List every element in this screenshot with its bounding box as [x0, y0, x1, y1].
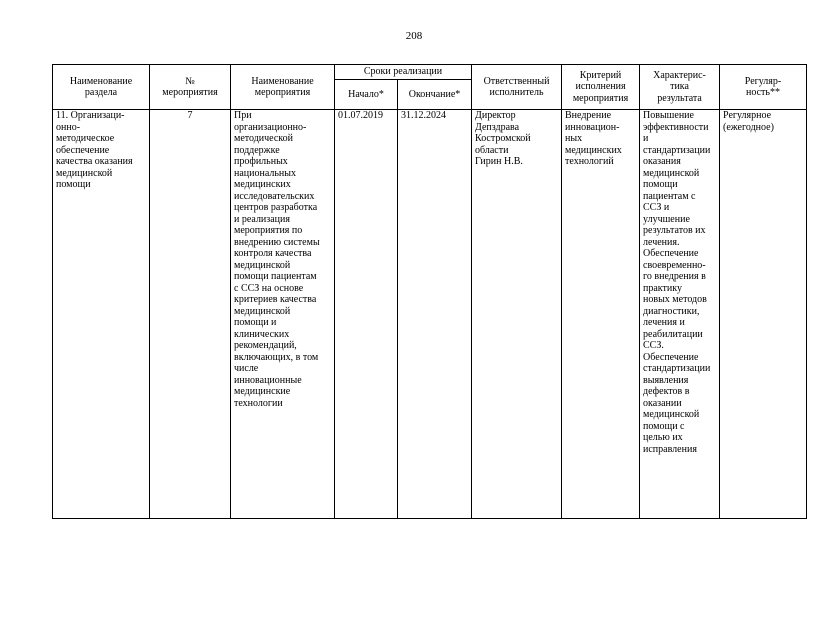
cell-end: 31.12.2024	[398, 110, 472, 519]
cell-result: Повышение эффективности и стандартизации оказания медицинской помощи пациентам с ССЗ и улучшение результатов их лечения. Обеспечение своевременно- го внедрения в практику новых методов диагностики, лечения и реабилитации ССЗ. Обеспечение стандартизации выявления дефектов в оказании медицинской помощи с целью их исправления	[640, 110, 720, 519]
cell-responsible: Директор Депздрава Костромской области Гирин Н.В.	[472, 110, 562, 519]
header-event-name: Наименование мероприятия	[231, 65, 335, 110]
cell-criterion: Внедрение инновацион- ных медицинских технологий	[562, 110, 640, 519]
header-section: Наименование раздела	[53, 65, 150, 110]
header-event-number: № мероприятия	[150, 65, 231, 110]
header-end: Окончание*	[398, 80, 472, 110]
table-row	[53, 110, 807, 519]
header-criterion: Критерий исполнения мероприятия	[562, 65, 640, 110]
header-responsible: Ответственный исполнитель	[472, 65, 562, 110]
header-regularity: Регуляр- ность**	[720, 65, 807, 110]
cell-start: 01.07.2019	[335, 110, 398, 519]
cell-regularity: Регулярное (ежегодное)	[720, 110, 807, 519]
cell-event-number: 7	[150, 110, 231, 519]
page-number: 208	[405, 30, 423, 42]
header-timeframe: Сроки реализации	[335, 65, 472, 80]
cell-section: 11. Организаци- онно- методическое обеспечение качества оказания медицинской помощи	[53, 110, 150, 519]
events-table	[52, 64, 807, 519]
header-start: Начало*	[335, 80, 398, 110]
header-result: Характерис- тика результата	[640, 65, 720, 110]
cell-event-name: При организационно- методической поддержке профильных национальных медицинских исследовательских центров разработка и реализация мероприятия по внедрению системы контроля качества медицинской помощи пациентам с ССЗ на основе критериев качества медицинской помощи и клинических рекомендаций, включающих, в том числе инновационные медицинские технологии	[231, 110, 335, 519]
